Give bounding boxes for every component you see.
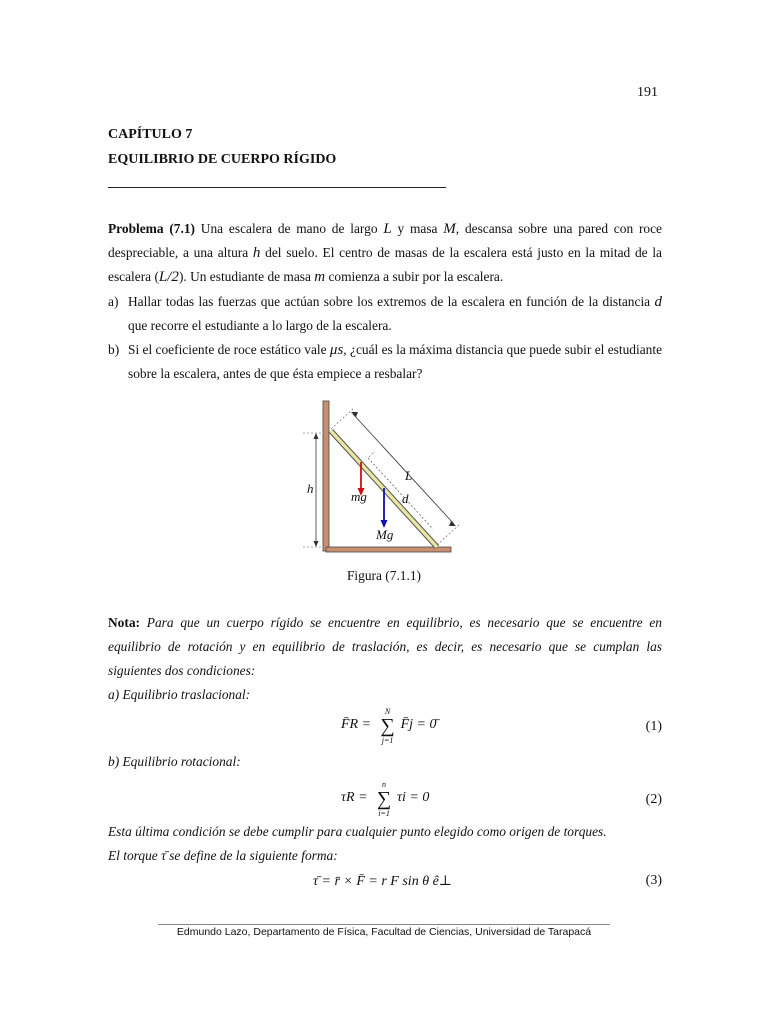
length-arrow-bottom [449, 521, 456, 526]
problem-text: , descansa sobre una pared con roce despreciable, a una altura [108, 221, 662, 260]
item-label: a) [108, 294, 119, 309]
page-number: 191 [637, 85, 658, 100]
condition-text: Esta última condición se debe cumplir para cualquier punto elegido como origen de torques. [108, 824, 607, 839]
chapter-title: EQUILIBRIO DE CUERPO RÍGIDO [108, 152, 337, 167]
eq3-text: τ̄ = r̄ × F̄ = r F sin θ ê⊥ [313, 874, 452, 889]
eq2-rhs: τi = 0 [397, 790, 430, 805]
eq1-rhs: F̄j = 0̄ [400, 717, 437, 732]
nota-text: Para que un cuerpo rígido se encuentre en equilibrio, es necesario que se encuentre en equilibrio de rotación y en equilibrio de traslación, es decir, es necesario que se cumplan las siguientes dos condiciones: [108, 615, 662, 678]
footer-credit: Edmundo Lazo, Departamento de Física, Facultad de Ciencias, Universidad de Tarapacá [176, 926, 592, 938]
torque-text: El torque [108, 848, 162, 863]
chapter-heading: CAPÍTULO 7 [108, 127, 193, 142]
item-label: b) [108, 342, 120, 357]
question-list [108, 290, 662, 386]
equation-1 [108, 707, 662, 747]
problem-text: Una escalera de mano de largo [195, 221, 384, 236]
title-rule [108, 187, 446, 188]
var-h: h [252, 245, 261, 261]
item-text: Hallar todas las fuerzas que actúan sobre los extremos de la escalera en función de la distancia [128, 294, 655, 309]
var-mu-s: μs [329, 342, 344, 358]
var-half-length: L/2 [158, 269, 179, 285]
height-arrow-top [314, 433, 319, 439]
floor [326, 547, 451, 552]
label-L: L [405, 468, 413, 483]
item-text: , ¿cuál es la máxima distancia que puede subir el estudiante sobre la escalera, antes de que ésta empiece a resbalar? [128, 342, 663, 381]
var-d: d [654, 294, 662, 310]
length-arrow-top [351, 412, 358, 417]
eq1-lhs: F̄R = [341, 717, 375, 732]
problem-text: comienza a subir por la escalera. [325, 269, 504, 284]
eq3-number: (3) [645, 873, 662, 888]
eq2-sum-lower: i=1 [378, 809, 390, 818]
eq2-sum-upper: n [382, 780, 387, 789]
problem-text: y masa [391, 221, 444, 236]
distance-dim [368, 458, 433, 529]
condition-b-label: b) Equilibrio rotacional: [108, 754, 241, 769]
wall [323, 401, 329, 551]
label-mg: mg [351, 489, 367, 504]
item-text: Si el coeficiente de roce estático vale [128, 342, 330, 357]
distance-dim-ext [369, 451, 375, 457]
torque-definition-text [108, 844, 662, 868]
length-dim-ext-top [331, 408, 354, 429]
nota-paragraph [108, 611, 662, 683]
label-d: d [402, 491, 409, 506]
question-item [108, 290, 662, 338]
problem-text: del suelo. El centro de masas de la escalera está justo en la mitad de la escalera ( [108, 245, 662, 284]
problem-label: Problema (7.1) [108, 221, 195, 236]
condition-a-label: a) Equilibrio traslacional: [108, 687, 251, 702]
equation-2 [108, 780, 662, 820]
eq1-number: (1) [645, 719, 662, 734]
var-M: M [443, 221, 456, 237]
ladder-figure [296, 396, 466, 561]
problem-text: ). Un estudiante de masa [178, 269, 315, 284]
torque-text: se define de la siguiente forma: [165, 848, 338, 863]
eq1-sum-upper: N [384, 707, 391, 716]
question-item [108, 338, 662, 386]
figure-caption: Figura (7.1.1) [346, 568, 421, 583]
label-Mg: Mg [376, 527, 394, 542]
length-dim-ext-bottom [437, 524, 460, 545]
equation-3 [108, 870, 662, 910]
label-h: h [307, 481, 314, 496]
footer-rule [158, 924, 610, 925]
eq2-lhs: τR = [341, 790, 372, 805]
var-m: m [314, 269, 326, 285]
var-L: L [383, 221, 392, 237]
nota-label: Nota: [108, 615, 140, 630]
height-arrow-bottom [314, 541, 319, 547]
eq1-sum-lower: j=1 [381, 736, 394, 745]
eq2-number: (2) [645, 792, 662, 807]
item-text: que recorre el estudiante a lo largo de la escalera. [128, 318, 392, 333]
sum-symbol: ∑ [376, 788, 392, 810]
torque-symbol: τ̄ [161, 848, 166, 863]
sum-symbol: ∑ [380, 715, 395, 737]
problem-statement [108, 217, 662, 289]
